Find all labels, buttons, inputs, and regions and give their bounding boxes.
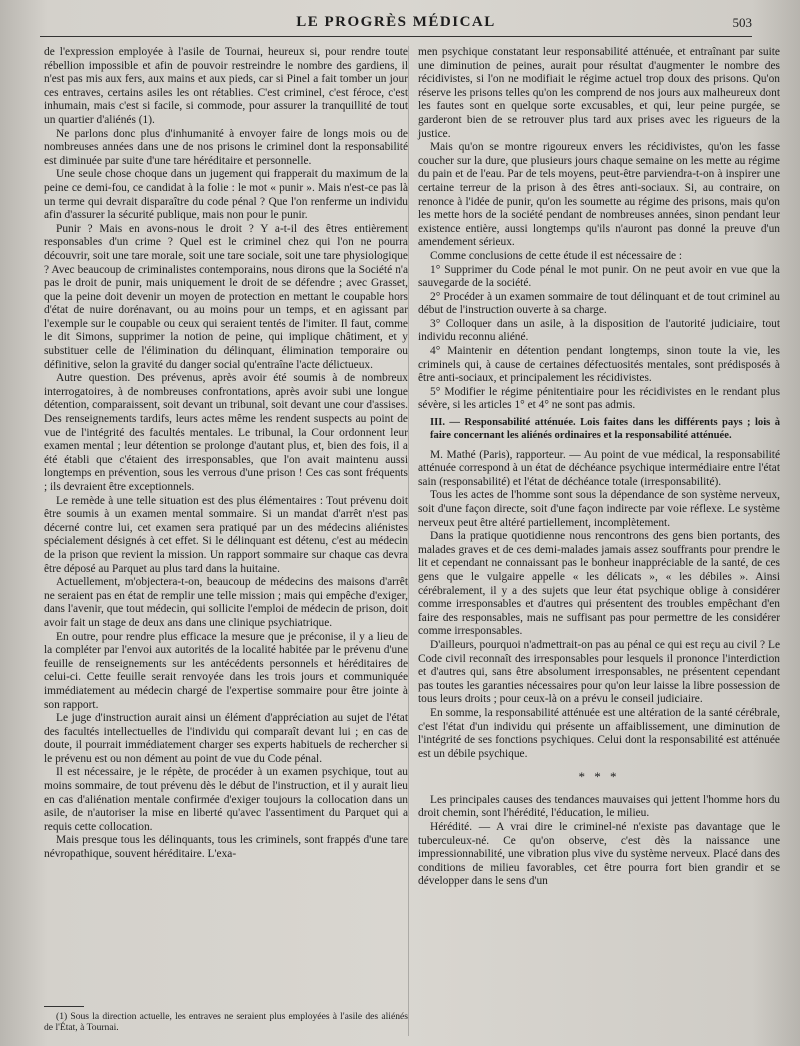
right-column-part-a <box>418 46 780 413</box>
footnote-rule <box>44 1006 84 1007</box>
paragraph: 2° Procéder à un examen sommaire de tout délinquant et de tout criminel au début de l'instruction ouverte à sa charge. <box>418 290 780 317</box>
paragraph: men psychique constatant leur responsabilité atténuée, et entraînant par suite une diminution de peines, aurait pour résultat d'augmenter le nombre des récidivistes, si l'on ne modifiait le régime actuel trop doux des prisons. Qu'on réserve les prisons telles qu'on les comprend de nos jours aux malheureux dont les fautes sont en quelque sorte excusables, et qui, leur peine purgée, se garderont bien de se retrouver plus tard aux prises avec les rigueurs de la justice. <box>418 46 780 140</box>
paragraph: 3° Colloquer dans un asile, à la disposition de l'autorité judiciaire, tout individu reconnu aliéné. <box>418 317 780 344</box>
paragraph: 1° Supprimer du Code pénal le mot punir. On ne peut avoir en vue que la sauvegarde de la société. <box>418 263 780 290</box>
paragraph: Punir ? Mais en avons-nous le droit ? Y a-t-il des êtres entièrement responsables d'un crime ? Quel est le criminel chez qui l'on ne pourra découvrir, soit une tare morale, soit une tare sociale, soit une tare physiologique ? Avec beaucoup de criminalistes contemporains, nous dirons que la Société n'a pas le droit de punir, mais uniquement le droit de se défendre ; avec Grasset, que la peine doit devenir un moyen de protection en mettant le coupable hors d'état de nuire dorénavant, ou au moins pour un temps, et en agissant par l'exemple sur le coupable ou ceux qui seraient tentés de l'imiter. Il faut, comme le dit Simons, supprimer la notion de peine, qui implique châtiment, et y substituer celle de l'élimination du délinquant, élimination temporaire ou définitive, selon la gravité du danger social qu'entraîne l'acte délictueux. <box>44 222 408 371</box>
paragraph: Hérédité. — A vrai dire le criminel-né n'existe pas davantage que le tuberculeux-né. Ce qu'on observe, c'est dès la naissance une impressionnabilité, une vibration plus vive du système nerveux. Placé dans des conditions de milieu favorables, cet être pourra fort bien grandir et se développer dans le sens d'un <box>418 821 780 888</box>
paragraph: 5° Modifier le régime pénitentiaire pour les récidivistes en le rendant plus sévère, si les articles 1° et 4° ne sont pas admis. <box>418 385 780 412</box>
paragraph: Mais qu'on se montre rigoureux envers les récidivistes, qu'on les fasse coucher sur la dure, que plusieurs jours chaque semaine on les mette au régime du pain et de l'eau. Par de tels moyens, peut-être parviendra-t-on à inspirer une certaine terreur de la prison à des êtres anti-sociaux. Si, au contraire, on renonce à l'idée de punir, qu'on les soumette au régime des prisons, mais qu'on les mette hors de la société pendant de nombreuses années, sinon pendant leur existence entière, aussi longtemps qu'ils n'auront pas donné la preuve d'un amendement sérieux. <box>418 141 780 249</box>
page-header <box>40 14 752 37</box>
paragraph: En somme, la responsabilité atténuée est une altération de la santé cérébrale, c'est l'état d'un individu qui présente un affaiblissement, une diminution de l'intégrité de ses fonctions psychiques. Celui dont la responsabilité est atténuée est un débile psychique. <box>418 706 780 760</box>
paragraph: Ne parlons donc plus d'inhumanité à envoyer faire de longs mois ou de nombreuses années dans une de nos prisons le criminel dont la responsabilité est diminuée par suite d'une tare héréditaire et personnelle. <box>44 127 408 167</box>
paragraph: Une seule chose choque dans un jugement qui frapperait du maximum de la peine ce demi-fou, ce candidat à la folie : le mot « punir ». Mais n'est-ce pas là un terme qui devrait disparaître du code pénal ? Que l'on renferme un individu afin d'assurer la sécurité publique, mais non pour le punir. <box>44 168 408 222</box>
page-number: 503 <box>732 15 752 30</box>
paragraph: de l'expression employée à l'asile de Tournai, heureux si, pour rendre toute rébellion impossible et afin de pouvoir restreindre le nombre des gardiens, il n'est pas mis aux fers, aux mains et aux pieds, car si Pinel a fait tomber un jour ces entraves, certains asiles les ont rétablies. C'est criminel, c'est féroce, c'est inhumain, mais c'est si facile, si commode, pour assurer la tranquillité de tout un quartier d'aliénés (1). <box>44 46 408 126</box>
paragraph: En outre, pour rendre plus efficace la mesure que je préconise, il y a lieu de la compléter par l'envoi aux autorités de la localité habitée par le prévenu d'une feuille de renseignements sur les antécédents personnels et héréditaires de celui-ci. Cette feuille serait renvoyée dans les trois jours et communiquée immédiatement au médecin chargé de l'expertise sommaire pour être jointe à son rapport. <box>44 630 408 711</box>
footnote-text: (1) Sous la direction actuelle, les entraves ne seraient plus employées à l'asile des aliénés de l'État, à Tournai. <box>44 1011 408 1033</box>
paragraph: Mais presque tous les délinquants, tous les criminels, sont frappés d'une tare névropathique, souvent héréditaire. L'exa- <box>44 834 408 861</box>
column-divider <box>408 46 409 1036</box>
section-heading: III. — Responsabilité atténuée. Lois faites dans les différents pays ; lois à faire concernant les aliénés ordinaires et la responsabilité atténuée. <box>430 417 780 441</box>
paragraph: Actuellement, m'objectera-t-on, beaucoup de médecins des maisons d'arrêt ne seraient pas en état de remplir une telle mission ; mais qui empêche d'exiger, dans l'avenir, que tout médecin, qui sollicite l'emploi de médecin de prison, doit avoir fait un stage de deux ans dans une clinique psychiatrique. <box>44 576 408 629</box>
paragraph: M. Mathé (Paris), rapporteur. — Au point de vue médical, la responsabilité atténuée correspond à un état de déchéance psychique intermédiaire entre l'état sain (responsabilité) et l'état de déchéance totale (irresponsabilité). <box>418 448 780 488</box>
right-column <box>418 46 780 889</box>
paragraph: Il est nécessaire, je le répète, de procéder à un examen psychique, tout au moins sommaire, de tout prévenu dès le début de l'instruction, et il y aurait lieu en cas d'aliénation mentale confirmée d'exiger toujours la collocation dans un asile, de n'autoriser la mise en liberté qu'avec l'assentiment du Parquet qui a requis cette collocation. <box>44 766 408 833</box>
paragraph: Autre question. Des prévenus, après avoir été soumis à de nombreux interrogatoires, à de nombreuses confrontations, après avoir subi une longue détention, comparaissent, soit devant un tribunal, soit devant une cour d'assises. Des renseignements tardifs, leurs actes même les rendent suspects au point de vue de l'intégrité des facultés mentales. Le tribunal, la Cour ordonnent leur examen mental ; leur détention se prolonge d'autant plus, et, bien des fois, il a été établi que c'étaient des irresponsables, que l'on avait maintenu aussi longtemps en prévention, sous les verrous d'une prison ! Ces cas sont fréquents ; ils devraient être exceptionnels. <box>44 372 408 493</box>
paragraph: Le juge d'instruction aurait ainsi un élément d'appréciation au sujet de l'état des facultés intellectuelles de l'individu qui comparaît devant lui ; en cas de doute, il pourrait immédiatement charger ses experts habituels de rechercher si le prévenu est ou non dément au point de vue du Code pénal. <box>44 712 408 765</box>
footnote <box>44 1011 408 1033</box>
right-column-part-c <box>418 794 780 889</box>
paragraph: 4° Maintenir en détention pendant longtemps, sinon toute la vie, les criminels qui, à cause de certaines défectuosités mentales, sont prédisposés à être anti-sociaux, et principalement les récidivistes. <box>418 345 780 385</box>
paragraph: Les principales causes des tendances mauvaises qui jettent l'homme hors du droit chemin, sont l'hérédité, l'éducation, le milieu. <box>418 793 780 820</box>
paragraph: Dans la pratique quotidienne nous rencontrons des gens bien portants, des malades graves et de ces demi-malades jamais assez souffrants pour prendre le lit et cependant ne connaissant pas le bonheur inappréciable de la santé, de ces gens que le vulgaire appelle « les délicats », « les débiles ». Ainsi cérébralement, il y a des sujets que leur état psychique oblige à considérer comme irresponsables et d'autres qui présentent des troubles empêchant d'en faire des responsables, mais ne suffisant pas pour permettre de les considérer comme irresponsables. <box>418 530 780 638</box>
journal-title: LE PROGRÈS MÉDICAL <box>296 14 496 30</box>
section-separator: * * * <box>578 769 620 785</box>
paragraph: Le remède à une telle situation est des plus élémentaires : Tout prévenu doit être soumis à un examen mental sommaire. Si un mandat d'arrêt n'est pas décerné contre lui, cet examen sera pratiqué par un des médecins aliénistes spécialement désignés à cet effet. Si le délinquant est détenu, c'est au médecin de la prison que revient la mission. Un rapport sommaire sur chaque cas devra être déposé au Parquet au plus tard dans la huitaine. <box>44 494 408 575</box>
paragraph: Tous les actes de l'homme sont sous la dépendance de son système nerveux, soit d'une façon directe, soit d'une façon indirecte par voie réflexe. Le système nerveux peut être altéré partiellement, incomplètement. <box>418 489 780 529</box>
paragraph: Comme conclusions de cette étude il est nécessaire de : <box>430 249 683 262</box>
right-column-part-b <box>418 449 780 762</box>
left-column <box>44 46 408 862</box>
paragraph: D'ailleurs, pourquoi n'admettrait-on pas au pénal ce qui est reçu au civil ? Le Code civil reconnaît des irresponsables pour lesquels il prononce l'interdiction et d'autres qui, sans être absolument irresponsables, ne présentent cependant pas toutes les garanties nécessaires pour qu'on leur laisse la libre possession de tous leurs droits ; pour ceux-là on a prévu le conseil judiciaire. <box>418 638 780 706</box>
